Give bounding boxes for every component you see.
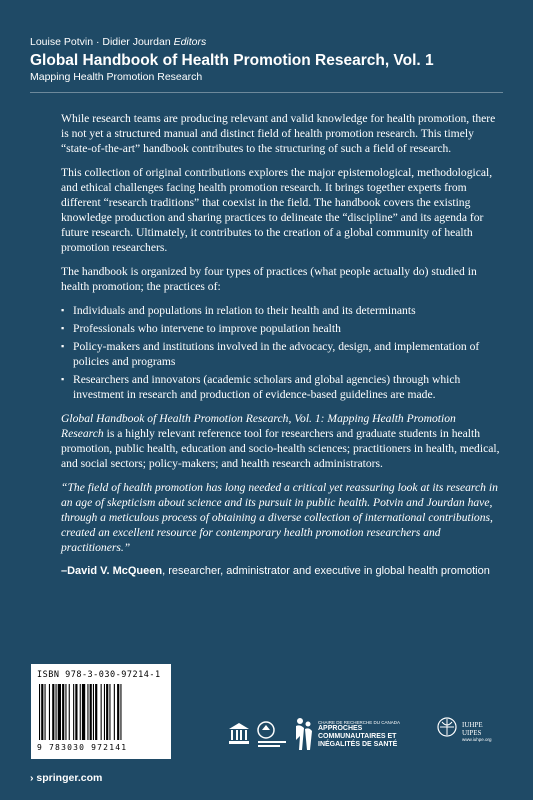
barcode-bar	[39, 684, 40, 740]
barcode-bar	[62, 684, 64, 740]
figures-icon	[294, 716, 314, 752]
barcode-bar	[114, 684, 115, 740]
unesco-logo	[228, 722, 250, 746]
isbn-label: ISBN 978-3-030-97214-1	[37, 670, 161, 680]
book-title: Global Handbook of Health Promotion Research, Vol. 1	[30, 52, 434, 69]
barcode-bar	[109, 684, 110, 740]
chaire-acis-logo	[294, 716, 428, 752]
barcode-bar	[69, 684, 70, 740]
iuhpe-logo	[436, 716, 492, 746]
barcode-bar	[120, 684, 121, 740]
header-divider	[30, 92, 503, 93]
barcode	[31, 664, 171, 759]
endorsement-attribution	[61, 564, 501, 579]
barcode-bar	[52, 684, 54, 740]
list-item: ▪ Professionals who intervene to improve population health	[61, 321, 501, 336]
list-item: ▪ Researchers and innovators (academic scholars and global agencies) through which investment in research and production of evidence-based guidelines are made.	[61, 372, 501, 402]
editors-names: Louise Potvin · Didier Jourdan	[30, 36, 171, 48]
iuhpe-url: www.iuhpe.org	[462, 736, 492, 742]
barcode-bar	[45, 684, 46, 740]
barcode-bar	[41, 684, 43, 740]
blurb-paragraph-2: This collection of original contributions explores the major epistemological, methodological, and ethical challenges facing health promotion research. It brings together experts from different “research traditions” that coexist in the field. The handbook covers the existing knowledge production and sharing practices to delineate the “discipline” and its agenda for future research. Ultimately, it contributes to the creation of a global community of health promotion researchers.	[61, 166, 493, 254]
blurb-paragraph-3: The handbook is organized by four types of practices (what people actually do) studied in health promotion; the practices of:	[61, 265, 477, 293]
partner-logos	[228, 716, 518, 766]
barcode-bar	[117, 684, 119, 740]
chaire-top-text: CHAIRE DE RECHERCHE DU CANADA	[318, 719, 401, 725]
blurb-paragraph-4	[61, 411, 501, 471]
editors-line	[30, 36, 510, 49]
chaire-main-text: APPROCHES COMMUNAUTAIRES ET INÉGALITÉS DE SANTÉ	[318, 724, 398, 748]
blurb	[61, 111, 501, 588]
barcode-bar	[49, 684, 50, 740]
blurb-paragraph-1: While research teams are producing relevant and valid knowledge for health promotion, there is not yet a structured manual and distinct field of health promotion research. This timely “state-of-the-art” handbook contributes to the structuring of such a field of research.	[61, 112, 496, 155]
barcode-bar	[93, 684, 94, 740]
barcode-bar	[56, 684, 57, 740]
barcode-bar	[58, 684, 61, 740]
cover-header	[30, 36, 510, 84]
barcode-bar	[82, 684, 85, 740]
endorsement-quote: “The field of health promotion has long needed a critical yet reassuring look at its research in an age of skepticism about science and its pursuit in public health. Potvin and Jourdan have, through a meticulous process of obtaining a diverse collection of international contributions, created an excellent resource for contemporary health promotion researchers and practitioners.”	[61, 481, 498, 554]
barcode-bar	[104, 684, 105, 740]
practices-list	[61, 303, 501, 402]
barcode-bar	[75, 684, 77, 740]
endorser-name: –David V. McQueen	[61, 565, 163, 577]
springer-link[interactable]: › springer.com	[30, 772, 103, 784]
book-title-italic: Global Handbook of Health Promotion Research, Vol. 1: Mapping Health Promotion Research	[61, 412, 456, 440]
endorser-title: , researcher, administrator and executive in global health promotion	[162, 565, 490, 577]
barcode-bar	[65, 684, 66, 740]
chair-emblem-icon	[256, 720, 288, 750]
editors-label: Editors	[173, 36, 207, 48]
barcode-bar	[73, 684, 74, 740]
unesco-chair-logo	[256, 720, 288, 750]
list-item: ▪ Policy-makers and institutions involved in the advocacy, design, and implementation of policies and programs	[61, 339, 501, 369]
barcode-bar	[87, 684, 88, 740]
unesco-temple-icon	[228, 722, 250, 746]
barcode-bar	[106, 684, 108, 740]
barcode-bar	[80, 684, 81, 740]
iuhpe-emblem-icon	[436, 716, 458, 746]
barcode-bar	[90, 684, 92, 740]
book-subtitle: Mapping Health Promotion Research	[30, 71, 203, 83]
barcode-digits: 9 783030 972141	[37, 743, 128, 752]
barcode-bar	[101, 684, 102, 740]
barcode-bars	[37, 684, 165, 740]
list-item: ▪ Individuals and populations in relation to their health and its determinants	[61, 303, 501, 318]
paragraph-4-text: is a highly relevant reference tool for researchers and graduate students in health promotion, public health, education and socio-health sciences; practitioners in health, medical, and social sectors; policy-makers; and health research administrators.	[61, 427, 500, 470]
iuhpe-text: IUHPE UIPES	[462, 720, 483, 737]
barcode-bar	[95, 684, 97, 740]
